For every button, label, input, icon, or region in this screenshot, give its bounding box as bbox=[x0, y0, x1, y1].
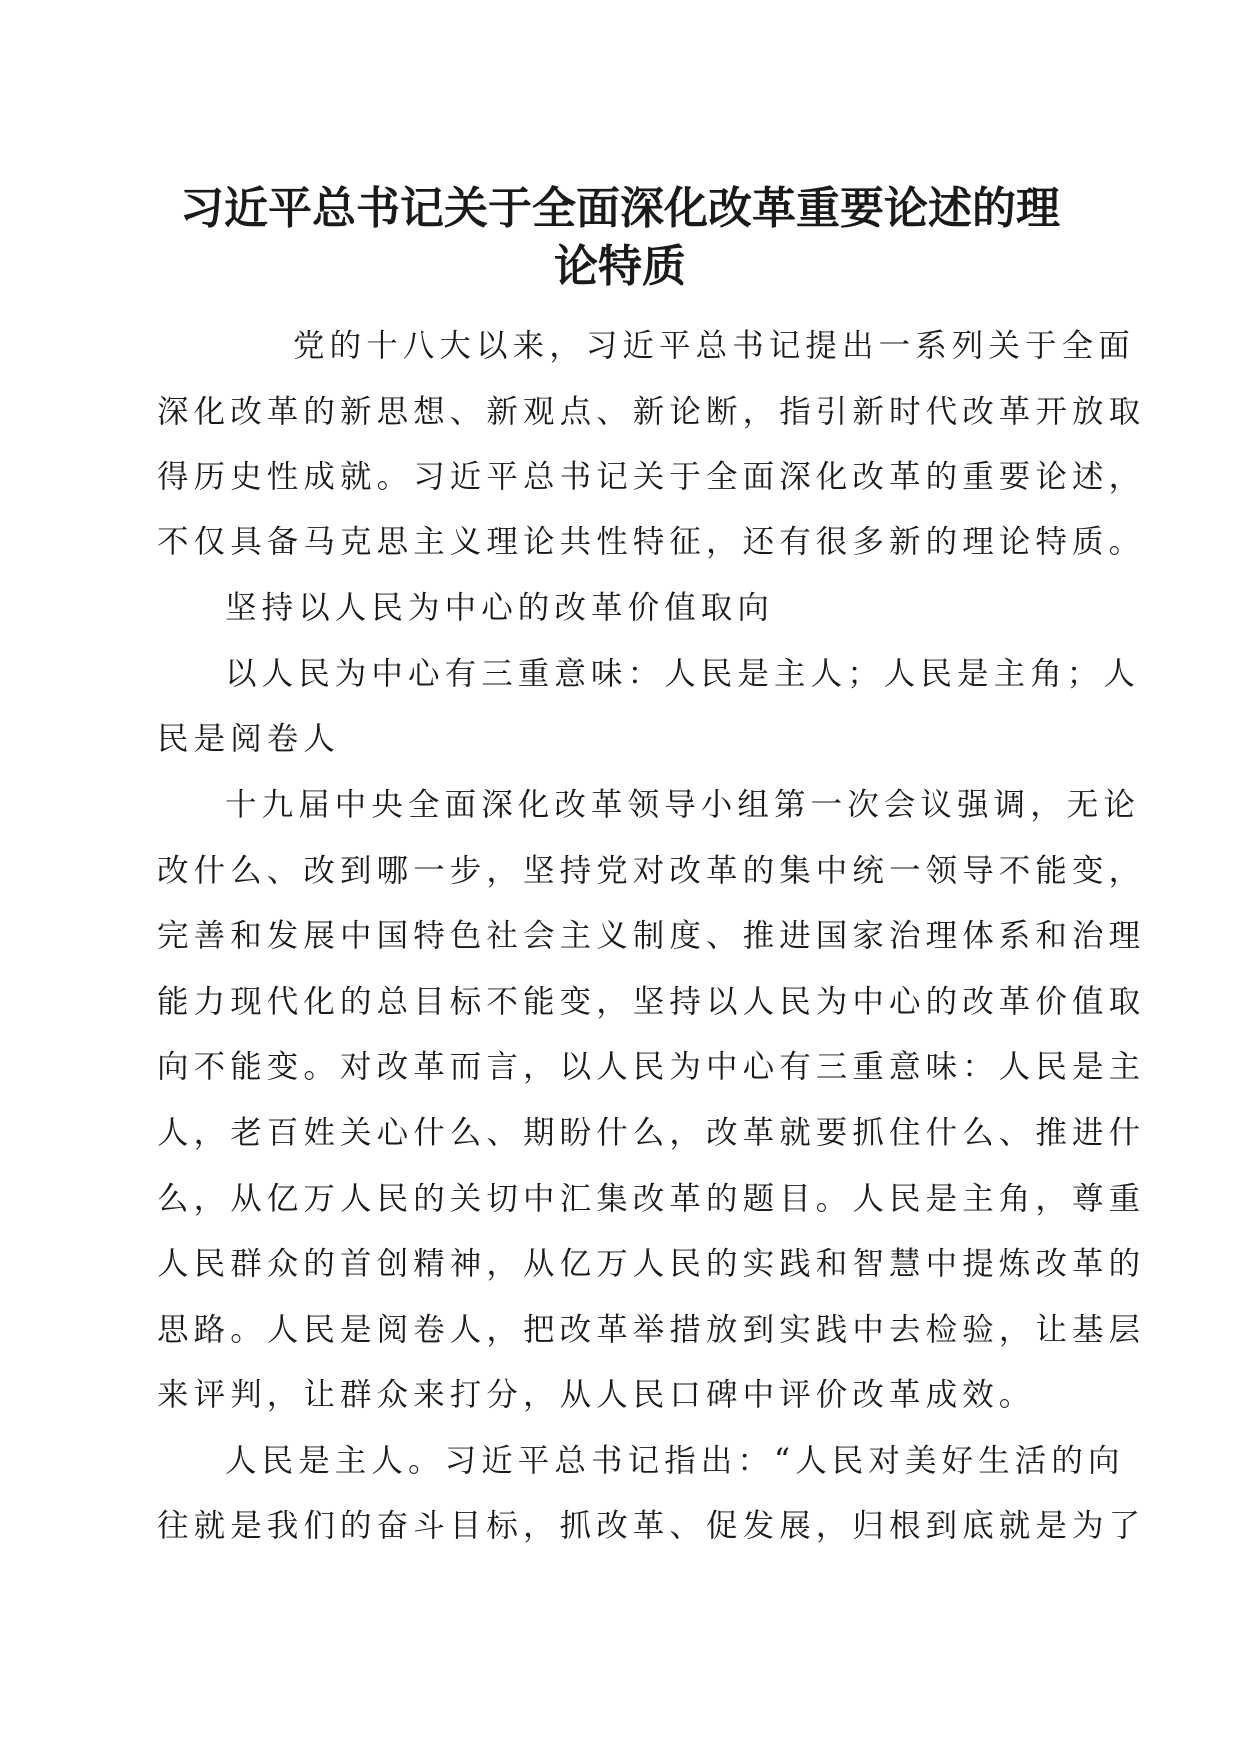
body-line-16: 思路。人民是阅卷人，把改革举措放到实践中去检验，让基层 bbox=[157, 1312, 1146, 1348]
document-title bbox=[150, 180, 1090, 296]
body-line-11: 能力现代化的总目标不能变，坚持以人民为中心的改革价值取 bbox=[157, 984, 1146, 1020]
title-line-2: 论特质 bbox=[554, 241, 686, 292]
title-line-1: 习近平总书记关于全面深化改革重要论述的理 bbox=[180, 183, 1060, 234]
section-heading: 坚持以人民为中心的改革价值取向 bbox=[225, 590, 775, 626]
body-line-7: 民是阅卷人 bbox=[157, 721, 341, 757]
body-line-15: 人民群众的首创精神，从亿万人民的实践和智慧中提炼改革的 bbox=[157, 1246, 1146, 1282]
body-line-18: 人民是主人。习近平总书记指出：“人民对美好生活的向 bbox=[225, 1443, 1125, 1479]
body-line-10: 完善和发展中国特色社会主义制度、推进国家治理体系和治理 bbox=[157, 918, 1146, 954]
body-line-6: 以人民为中心有三重意味：人民是主人；人民是主角；人 bbox=[225, 656, 1141, 692]
body-line-1: 党的十八大以来，习近平总书记提出一系列关于全面 bbox=[293, 328, 1135, 364]
body-line-12: 向不能变。对改革而言，以人民为中心有三重意味：人民是主 bbox=[157, 1049, 1146, 1085]
body-line-13: 人，老百姓关心什么、期盼什么，改革就要抓住什么、推进什 bbox=[157, 1115, 1146, 1151]
body-line-4: 不仅具备马克思主义理论共性特征，还有很多新的理论特质。 bbox=[157, 524, 1146, 560]
body-line-19: 往就是我们的奋斗目标，抓改革、促发展，归根到底就是为了 bbox=[157, 1508, 1146, 1544]
body-line-3: 得历史性成就。习近平总书记关于全面深化改革的重要论述， bbox=[157, 459, 1146, 495]
body-line-8: 十九届中央全面深化改革领导小组第一次会议强调，无论 bbox=[225, 787, 1141, 823]
body-line-2: 深化改革的新思想、新观点、新论断，指引新时代改革开放取 bbox=[157, 394, 1146, 430]
body-line-14: 么，从亿万人民的关切中汇集改革的题目。人民是主角，尊重 bbox=[157, 1181, 1146, 1217]
body-line-9: 改什么、改到哪一步，坚持党对改革的集中统一领导不能变， bbox=[157, 853, 1146, 889]
body-line-17: 来评判，让群众来打分，从人民口碑中评价改革成效。 bbox=[157, 1377, 1036, 1413]
